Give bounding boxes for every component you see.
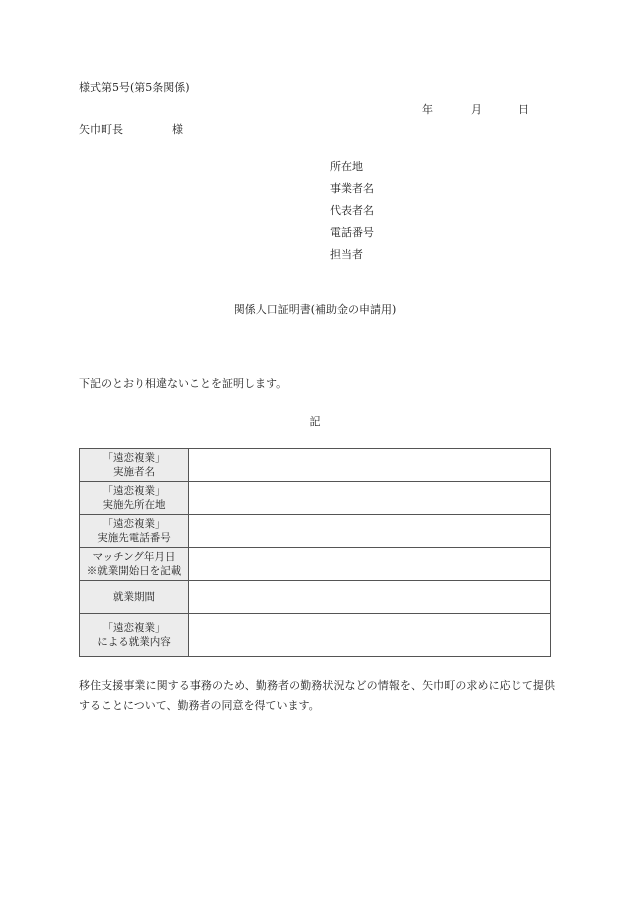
label-line: 「遠恋複業」 — [102, 518, 166, 530]
applicant-field-phone: 電話番号 — [330, 226, 374, 239]
label-line: 実施先所在地 — [102, 499, 166, 511]
form-number: 様式第5号(第5条関係) — [79, 81, 190, 94]
matching-date-field[interactable] — [189, 548, 551, 581]
table-row — [80, 482, 551, 515]
table-row — [80, 548, 551, 581]
document-title: 関係人口証明書(補助金の申請用) — [233, 303, 397, 316]
applicant-field-representative: 代表者名 — [330, 204, 374, 217]
employment-content-field[interactable] — [189, 614, 551, 657]
table-row — [80, 515, 551, 548]
applicant-field-contact-person: 担当者 — [330, 248, 363, 261]
date-month-label: 月 — [471, 103, 482, 116]
applicant-info-block — [330, 160, 374, 270]
honorific: 様 — [172, 123, 183, 136]
table-row — [80, 614, 551, 657]
employment-period-field[interactable] — [189, 581, 551, 614]
date-day-label: 日 — [518, 103, 529, 116]
row-label-implementation-phone — [80, 515, 189, 548]
implementer-name-field[interactable] — [189, 449, 551, 482]
ki-heading: 記 — [309, 415, 321, 428]
row-label-employment-content — [80, 614, 189, 657]
row-label-employment-period — [80, 581, 189, 614]
applicant-field-business-name: 事業者名 — [330, 182, 374, 195]
certificate-table — [79, 448, 551, 657]
label-line: マッチング年月日 — [92, 551, 176, 563]
label-line: 「遠恋複業」 — [102, 622, 166, 634]
label-line: 就業期間 — [113, 591, 155, 603]
implementation-address-field[interactable] — [189, 482, 551, 515]
date-year-label: 年 — [422, 103, 433, 116]
consent-paragraph: 移住支援事業に関する事務のため、勤務者の勤務状況などの情報を、矢巾町の求めに応じて提供することについて、勤務者の同意を得ています。 — [79, 679, 555, 712]
label-line: ※就業開始日を記載 — [86, 565, 182, 577]
label-line: 実施先電話番号 — [97, 532, 171, 544]
applicant-field-address: 所在地 — [330, 160, 363, 173]
addressee: 矢巾町長 — [79, 123, 123, 136]
row-label-implementer-name — [80, 449, 189, 482]
table-row — [80, 449, 551, 482]
implementation-phone-field[interactable] — [189, 515, 551, 548]
row-label-implementation-address — [80, 482, 189, 515]
label-line: 「遠恋複業」 — [102, 485, 166, 497]
label-line: 「遠恋複業」 — [102, 452, 166, 464]
certification-statement: 下記のとおり相違ないことを証明します。 — [79, 377, 288, 390]
row-label-matching-date — [80, 548, 189, 581]
table-row — [80, 581, 551, 614]
label-line: 実施者名 — [113, 466, 155, 478]
label-line: による就業内容 — [97, 636, 171, 648]
